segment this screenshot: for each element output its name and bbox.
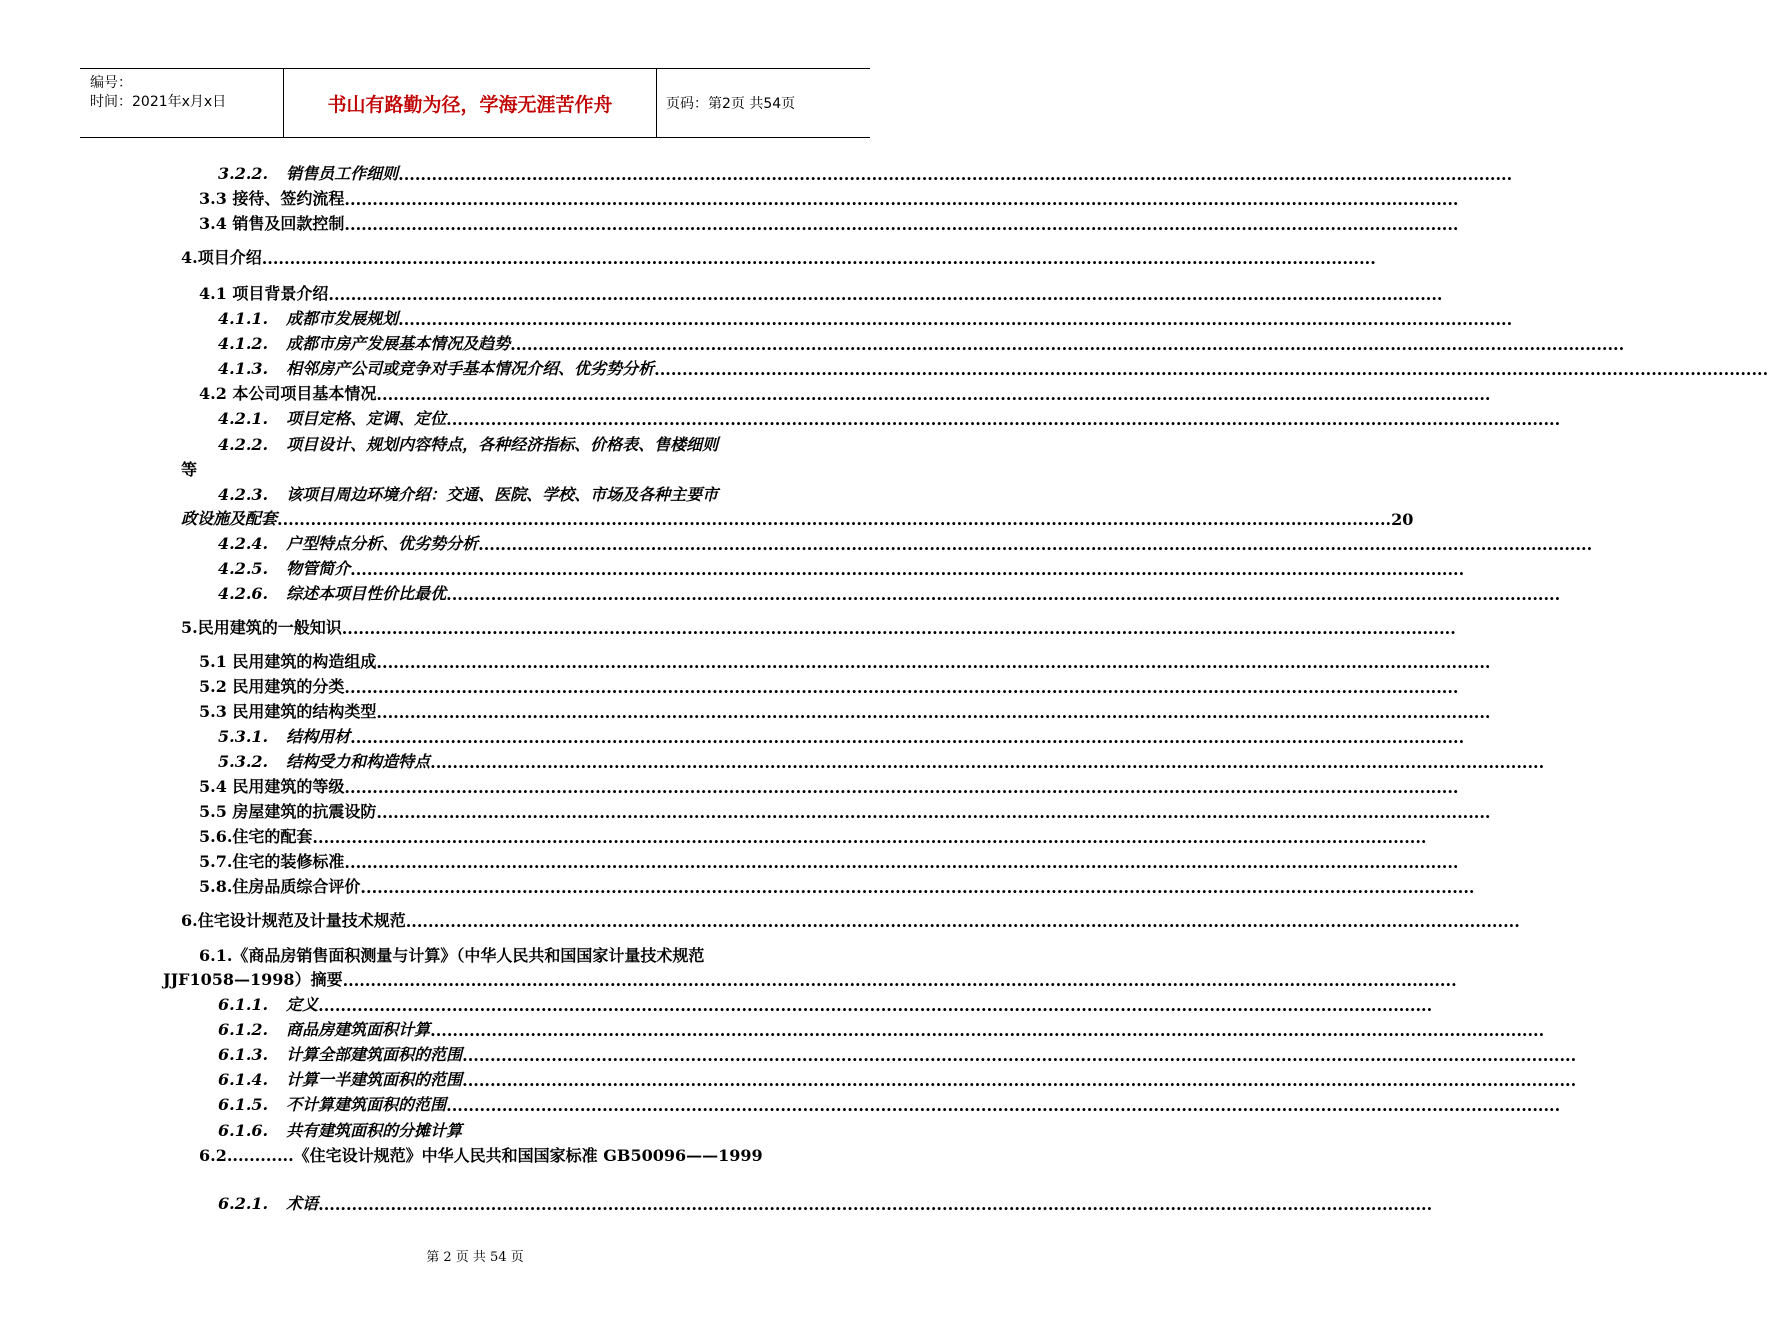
toc-entry-text: 5.1 民用建筑的构造组成 (199, 652, 377, 671)
toc-leader-dots: ........................................................................................................................................................................................................ (350, 560, 1465, 579)
toc-entry[interactable] (199, 943, 704, 967)
toc-entry-text: 5.7.住宅的装修标准 (199, 852, 345, 871)
toc-entry-text: 户型特点分析、优劣势分析 (286, 534, 479, 553)
toc-entry[interactable] (199, 648, 1491, 672)
toc-entry[interactable] (218, 748, 1545, 772)
toc-entry[interactable] (218, 723, 1465, 747)
toc-entry-text: 5.4 民用建筑的等级 (199, 777, 345, 796)
toc-entry-title (218, 306, 398, 329)
toc-entry-title (199, 674, 344, 697)
toc-entry-title (218, 749, 430, 772)
toc-entry-text: 物管简介 (286, 559, 351, 578)
toc-entry-text: 4.项目介绍 (181, 248, 262, 267)
toc-entry[interactable] (218, 991, 1433, 1015)
toc-entry-text: 6.2............《住宅设计规范》中华人民共和国国家标准 GB50096——1999 (199, 1146, 763, 1165)
toc-entry[interactable] (199, 798, 1491, 822)
toc-entry-text: 销售员工作细则 (286, 164, 399, 183)
motto: 书山有路勤为径，学海无涯苦作舟 (327, 93, 613, 116)
toc-entry-text: 4.1 项目背景介绍 (199, 284, 329, 303)
toc-entry[interactable] (199, 698, 1491, 722)
toc-entry[interactable] (199, 773, 1459, 797)
toc-entry-title (218, 556, 350, 579)
header-info-cell (80, 69, 283, 137)
toc-entry[interactable] (199, 673, 1459, 697)
toc-leader-dots: ........................................................................................................................................................................................................ (344, 190, 1459, 209)
toc-leader-dots: ........................................................................................................................................................................................................ (376, 803, 1491, 822)
page-footer: 第 2 页 共 54 页 (426, 1250, 524, 1265)
toc-entry-title (218, 724, 350, 747)
toc-entry[interactable] (181, 457, 197, 481)
toc-entry[interactable] (218, 1016, 1545, 1040)
toc-entry-title (218, 581, 446, 604)
toc-entry-title (218, 1042, 462, 1065)
toc-entry[interactable] (218, 432, 718, 456)
toc-leader-dots: ........................................................................................................................................................................................................ (446, 585, 1561, 604)
toc-entry[interactable] (199, 873, 1475, 897)
toc-entry-title (199, 381, 376, 404)
toc-entry-title (199, 849, 344, 872)
toc-entry[interactable] (199, 823, 1427, 847)
toc-entry-number: 6.1.1. (218, 995, 269, 1014)
toc-entry-text: 5.8.住房品质综合评价 (199, 877, 361, 896)
toc-leader-dots: ........................................................................................................................................................................................................ (478, 535, 1593, 554)
toc-entry-title (218, 1191, 318, 1214)
toc-leader-dots: ........................................................................................................................................................................................................ (344, 778, 1459, 797)
toc-entry-title (181, 245, 262, 268)
toc-leader-dots: ........................................................................................................................................................................................................ (376, 385, 1491, 404)
toc-entry-text: 相邻房产公司或竞争对手基本情况介绍、优劣势分析 (286, 359, 655, 378)
toc-leader-dots: ........................................................................................................................................................................................................ (462, 1046, 1577, 1065)
toc-leader-dots: ........................................................................................................................................................................................................ (654, 360, 1768, 379)
toc-entry-text: 4.2 本公司项目基本情况 (199, 384, 377, 403)
toc-entry-title (218, 356, 654, 379)
toc-entry-title (181, 506, 277, 529)
toc-leader-dots: ........................................................................................................................................................................................................ (312, 828, 1427, 847)
toc-entry-text: 5.5 房屋建筑的抗震设防 (199, 802, 377, 821)
toc-leader-dots: ........................................................................................................................................................................................................ (350, 728, 1465, 747)
toc-entry-number: 6.1.2. (218, 1020, 269, 1039)
header-page-cell (656, 69, 870, 137)
toc-entry[interactable] (218, 530, 1593, 554)
toc-leader-dots: ........................................................................................................................................................................................................ (318, 996, 1433, 1015)
toc-leader-dots: ........................................................................................................................................................................................................ (376, 703, 1491, 722)
number-label: 编号： (90, 75, 132, 91)
toc-leader-dots: ........................................................................................................................................................................................................ (446, 1096, 1561, 1115)
toc-leader-dots: ........................................................................................................................................................................................................ (344, 678, 1459, 697)
toc-entry[interactable] (218, 1041, 1577, 1065)
toc-leader-dots: ........................................................................................................................................................................................................ (344, 853, 1459, 872)
toc-entry-number: 5.3.2. (218, 752, 269, 771)
toc-entry[interactable] (218, 160, 1513, 184)
toc-entry-number: 6.1.4. (218, 1070, 269, 1089)
toc-entry-text: 政设施及配套 (181, 509, 278, 528)
toc-entry-text: 3.4 销售及回款控制 (199, 214, 345, 233)
toc-entry-title (199, 281, 328, 304)
toc-entry-number: 3.2.2. (218, 164, 269, 183)
toc-entry-text: 5.2 民用建筑的分类 (199, 677, 345, 696)
toc-leader-dots: ........................................................................................................................................................................................................ (430, 1021, 1545, 1040)
toc-entry[interactable] (181, 907, 1520, 931)
toc-entry-text: 综述本项目性价比最优 (286, 584, 447, 603)
toc-entry-text: 不计算建筑面积的范围 (286, 1095, 447, 1114)
toc-entry-number: 6.2.1. (218, 1194, 269, 1213)
toc-leader-dots: ........................................................................................................................................................................................................ (376, 653, 1491, 672)
toc-entry[interactable] (218, 1091, 1561, 1115)
toc-entry-title (199, 874, 360, 897)
toc-entry[interactable] (199, 380, 1491, 404)
toc-entry-title (199, 649, 376, 672)
page-header (80, 68, 870, 138)
toc-leader-dots: ........................................................................................................................................................................................................ (342, 971, 1457, 990)
toc-entry-number: 6.1.5. (218, 1095, 269, 1114)
toc-entry-text: 5.3 民用建筑的结构类型 (199, 702, 377, 721)
toc-leader-dots: ........................................................................................................................................................................................................ (277, 510, 1392, 529)
header-motto-cell (283, 69, 657, 137)
time-label: 时间：2021年x月x日 (90, 94, 227, 110)
toc-entry-number: 6.1.3. (218, 1045, 269, 1064)
toc-entry-text: 结构受力和构造特点 (286, 752, 431, 771)
toc-entry[interactable] (199, 848, 1459, 872)
toc-entry-text: 6.1.《商品房销售面积测量与计算》（中华人民共和国国家计量技术规范 (199, 946, 705, 965)
toc-entry-text: 商品房建筑面积计算 (286, 1020, 431, 1039)
toc-entry-text: 6.住宅设计规范及计量技术规范 (181, 911, 406, 930)
toc-page-number: 20 (1391, 510, 1414, 529)
toc-entry-text: 项目设计、规划内容特点，各种经济指标、价格表、售楼细则 (286, 435, 719, 454)
page-indicator: 页码：第2页 共54页 (666, 96, 796, 112)
toc-leader-dots: ........................................................................................................................................................................................................ (344, 215, 1459, 234)
toc-leader-dots: ........................................................................................................................................................................................................ (462, 1071, 1577, 1090)
toc-entry-number: 4.2.1. (218, 409, 269, 428)
toc-entry-text: 5.民用建筑的一般知识 (181, 618, 342, 637)
toc-entry-number: 4.2.3. (218, 485, 269, 504)
toc-entry-title (218, 1067, 462, 1090)
toc-entry[interactable] (218, 305, 1513, 329)
toc-entry[interactable] (218, 482, 718, 506)
toc-entry-number: 4.1.3. (218, 359, 269, 378)
toc-entry-title (218, 1092, 446, 1115)
toc-entry[interactable] (181, 505, 1414, 529)
toc-entry-text: 共有建筑面积的分摊计算 (286, 1121, 463, 1140)
toc-entry-text: 5.6.住宅的配套 (199, 827, 313, 846)
toc-entry-number: 4.1.1. (218, 309, 269, 328)
toc-entry[interactable] (218, 1066, 1577, 1090)
toc-entry-text: 计算全部建筑面积的范围 (286, 1045, 463, 1064)
toc-entry-text: 计算一半建筑面积的范围 (286, 1070, 463, 1089)
toc-leader-dots: ........................................................................................................................................................................................................ (261, 249, 1376, 268)
toc-leader-dots: ........................................................................................................................................................................................................ (318, 1195, 1433, 1214)
toc-entry-text: 成都市发展规划 (286, 309, 399, 328)
toc-leader-dots: ........................................................................................................................................................................................................ (398, 310, 1513, 329)
toc-entry-number: 6.1.6. (218, 1121, 269, 1140)
toc-entry[interactable] (199, 210, 1459, 234)
toc-entry[interactable] (218, 555, 1465, 579)
toc-entry-title (199, 699, 376, 722)
toc-entry[interactable] (218, 355, 1768, 379)
toc-entry-title (199, 799, 376, 822)
toc-entry-title (181, 908, 406, 931)
toc-leader-dots: ........................................................................................................................................................................................................ (341, 619, 1456, 638)
toc-entry[interactable] (199, 185, 1459, 209)
toc-entry-text: 结构用材 (286, 727, 351, 746)
toc-entry[interactable] (163, 966, 1457, 990)
toc-entry-number: 4.2.5. (218, 559, 269, 578)
toc-entry[interactable] (218, 580, 1561, 604)
toc-entry-title (163, 967, 343, 990)
toc-entry-title (199, 824, 312, 847)
toc-entry[interactable] (218, 405, 1561, 429)
toc-entry-text: 术语 (286, 1194, 319, 1213)
toc-entry-text: JJF1058—1998）摘要 (163, 970, 343, 989)
toc-entry-number: 5.3.1. (218, 727, 269, 746)
toc-entry-title (218, 992, 318, 1015)
toc-entry-number: 4.2.4. (218, 534, 269, 553)
toc-entry[interactable] (218, 330, 1625, 354)
toc-leader-dots: ........................................................................................................................................................................................................ (510, 335, 1625, 354)
toc-entry-number: 4.2.6. (218, 584, 269, 603)
toc-entry-text: 该项目周边环境介绍：交通、医院、学校、市场及各种主要市 (286, 485, 719, 504)
toc-entry[interactable] (199, 1143, 763, 1167)
toc-entry-number: 4.1.2. (218, 334, 269, 353)
toc-entry[interactable] (218, 1118, 462, 1142)
toc-entry-number: 4.2.2. (218, 435, 269, 454)
toc-leader-dots: ........................................................................................................................................................................................................ (430, 753, 1545, 772)
toc-entry-text: 等 (181, 460, 198, 479)
toc-entry-title (181, 615, 342, 638)
toc-entry-title (218, 1017, 430, 1040)
toc-entry-title (218, 161, 398, 184)
toc-leader-dots: ........................................................................................................................................................................................................ (398, 165, 1513, 184)
toc-entry-text: 定义 (286, 995, 319, 1014)
toc-entry-title (199, 774, 344, 797)
toc-entry-title (199, 211, 344, 234)
toc-entry-title (218, 331, 510, 354)
toc-leader-dots: ........................................................................................................................................................................................................ (360, 878, 1475, 897)
toc-entry-text: 项目定格、定调、定位 (286, 409, 447, 428)
toc-leader-dots: ........................................................................................................................................................................................................ (328, 285, 1443, 304)
toc-entry[interactable] (181, 614, 1456, 638)
toc-entry-title (218, 531, 478, 554)
toc-entry[interactable] (199, 280, 1443, 304)
toc-entry-title (199, 186, 344, 209)
toc-leader-dots: ........................................................................................................................................................................................................ (405, 912, 1520, 931)
toc-entry[interactable] (181, 244, 1376, 268)
toc-entry-text: 3.3 接待、签约流程 (199, 189, 345, 208)
toc-entry-text: 成都市房产发展基本情况及趋势 (286, 334, 511, 353)
toc-entry[interactable] (218, 1190, 1433, 1214)
toc-leader-dots: ........................................................................................................................................................................................................ (446, 410, 1561, 429)
toc-entry-title (218, 406, 446, 429)
